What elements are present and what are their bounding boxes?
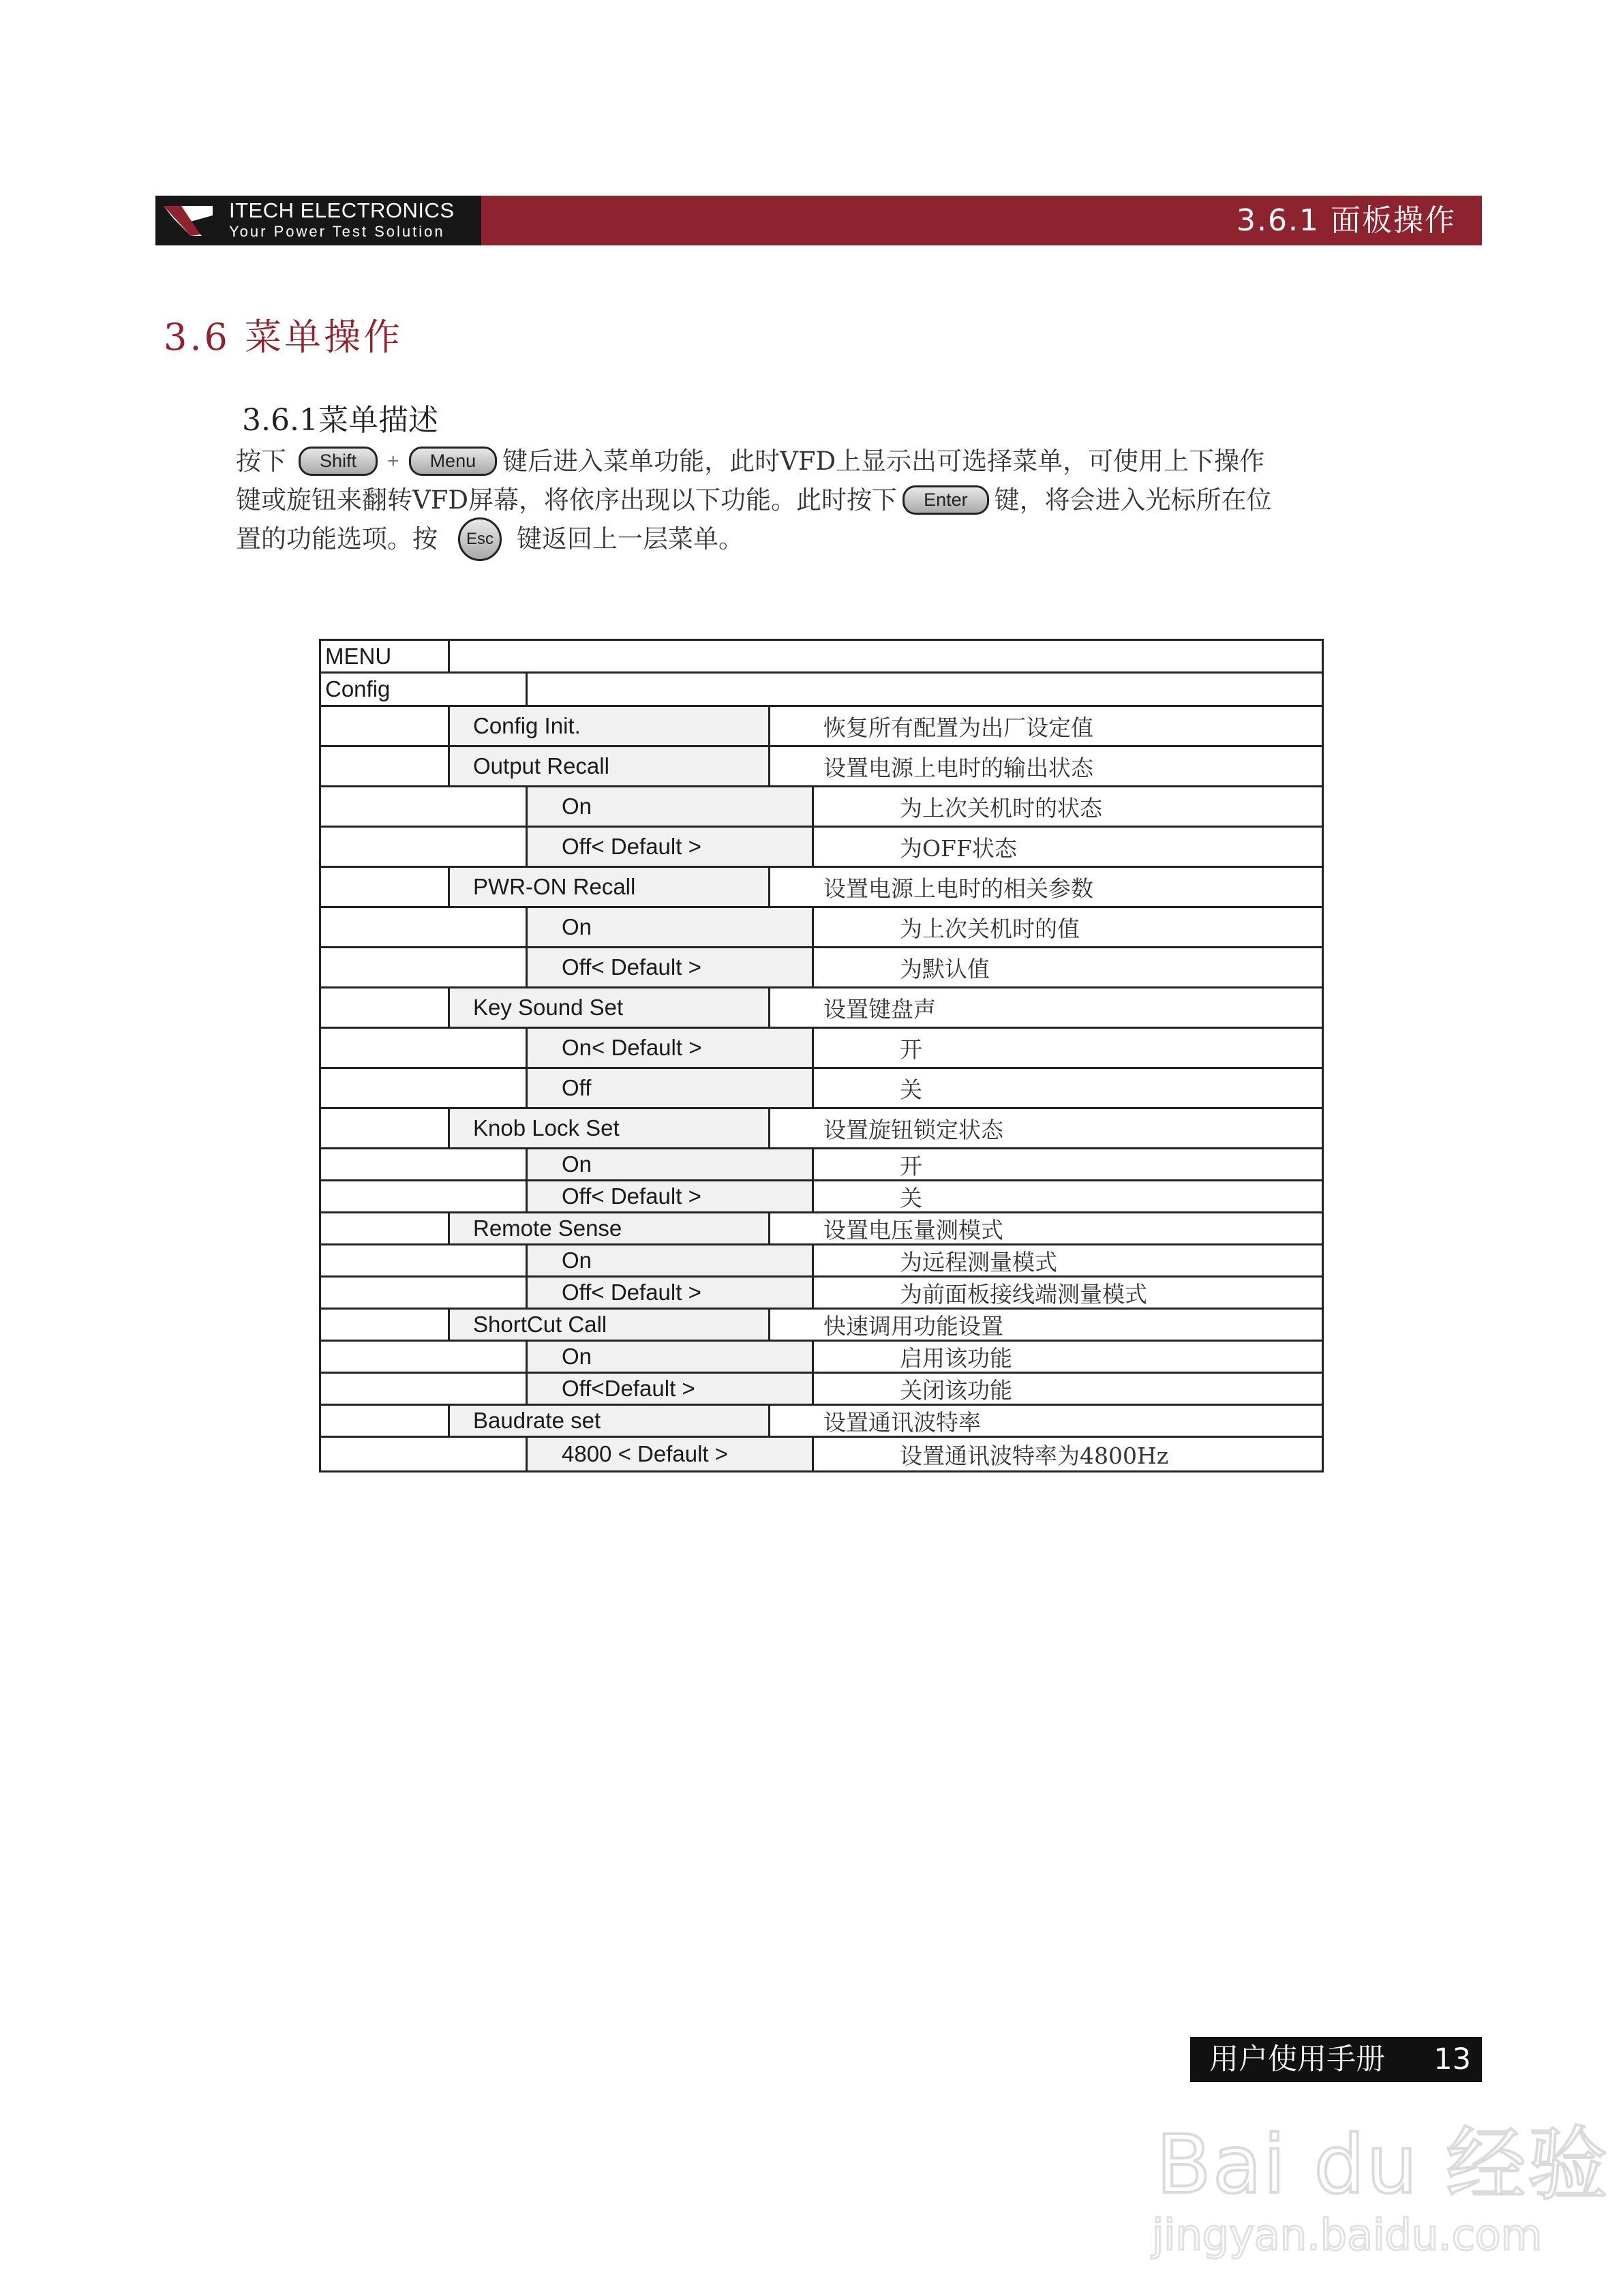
menu-indent-cell: [321, 1213, 448, 1243]
menu-indent-cell: [321, 948, 526, 986]
menu-indent-cell: [321, 1109, 448, 1147]
menu-row: [319, 1404, 1324, 1436]
menu-option: Off< Default >: [526, 1278, 812, 1308]
menu-option: Remote Sense: [448, 1213, 768, 1243]
menu-indent-cell: [321, 1310, 448, 1340]
menu-option: Off<Default >: [526, 1374, 812, 1404]
menu-option: On: [526, 908, 812, 946]
menu-indent-cell: [321, 1029, 526, 1067]
menu-option: Baudrate set: [448, 1406, 768, 1436]
menu-row: [319, 745, 1324, 785]
menu-indent-cell: [321, 1342, 526, 1372]
menu-option: On: [526, 787, 812, 826]
shift-key-icon: Shift: [299, 447, 378, 476]
menu-indent-cell: [321, 908, 526, 946]
menu-indent-cell: [321, 868, 448, 906]
menu-option: Off< Default >: [526, 1181, 812, 1211]
menu-description: 为上次关机时的值: [812, 908, 1322, 946]
menu-table: [319, 639, 1324, 1483]
menu-row: [319, 671, 1324, 705]
menu-option: On: [526, 1149, 812, 1179]
heading-menu-operation: 3.6 菜单操作: [164, 316, 404, 359]
menu-row: [319, 866, 1324, 906]
itech-logo-icon: [161, 202, 215, 239]
menu-indent-cell: [321, 988, 448, 1027]
watermark-url: jingyan.baidu.com: [1152, 2210, 1543, 2260]
menu-description: 为OFF状态: [812, 828, 1322, 866]
menu-row: [319, 1027, 1324, 1067]
menu-description: 设置键盘声: [768, 988, 1322, 1027]
esc-key-icon: Esc: [458, 517, 502, 561]
menu-description: 恢复所有配置为出厂设定值: [768, 707, 1322, 745]
menu-description: [448, 641, 1322, 671]
menu-indent-cell: [321, 787, 526, 826]
page-header: [155, 196, 1482, 245]
menu-description: 启用该功能: [812, 1342, 1322, 1372]
menu-option: Output Recall: [448, 747, 768, 785]
menu-row: [319, 1275, 1324, 1308]
menu-description: 为默认值: [812, 948, 1322, 986]
menu-option: Key Sound Set: [448, 988, 768, 1027]
menu-option: MENU: [325, 643, 392, 669]
menu-description: 设置旋钮锁定状态: [768, 1109, 1322, 1147]
menu-indent-cell: [321, 1245, 526, 1275]
menu-indent-cell: [321, 707, 448, 745]
menu-indent-cell: [321, 1438, 526, 1470]
menu-option: Off< Default >: [526, 828, 812, 866]
menu-description: 快速调用功能设置: [768, 1310, 1322, 1340]
menu-indent-cell: [321, 1069, 526, 1107]
menu-row: [319, 1067, 1324, 1107]
menu-row: [319, 1107, 1324, 1147]
menu-indent-cell: [321, 1181, 526, 1211]
menu-description: 设置通讯波特率: [768, 1406, 1322, 1436]
menu-row: [319, 826, 1324, 866]
intro-paragraph: [236, 442, 1367, 558]
paragraph-line-2: [236, 481, 1367, 519]
menu-description: 为上次关机时的状态: [812, 787, 1322, 826]
menu-option: Knob Lock Set: [448, 1109, 768, 1147]
menu-description: [526, 674, 1322, 705]
menu-option: PWR-ON Recall: [448, 868, 768, 906]
brand-block: [155, 196, 481, 245]
footer-label: [1190, 2037, 1482, 2082]
menu-option: Off: [526, 1069, 812, 1107]
menu-description: 设置电源上电时的输出状态: [768, 747, 1322, 785]
menu-indent-cell: [321, 1278, 526, 1308]
menu-description: 设置电压量测模式: [768, 1213, 1322, 1243]
text-line2-rest: 键，将会进入光标所在位: [994, 485, 1272, 515]
paragraph-line-3: [236, 519, 1367, 558]
enter-key-icon: Enter: [902, 485, 989, 515]
menu-row: [319, 906, 1324, 946]
menu-row: [319, 785, 1324, 826]
menu-option: Config: [325, 676, 391, 701]
menu-row: [319, 705, 1324, 745]
text-line2-start: 键或旋钮来翻转VFD屏幕，将依序出现以下功能。此时按下: [236, 485, 898, 515]
menu-row: [319, 1211, 1324, 1243]
menu-option: On: [526, 1342, 812, 1372]
menu-description: 关: [812, 1181, 1322, 1211]
menu-description: 设置通讯波特率为4800Hz: [812, 1438, 1322, 1470]
menu-description: 为前面板接线端测量模式: [812, 1278, 1322, 1308]
section-title: 3.6.1 面板操作: [1237, 203, 1456, 238]
menu-key-icon: Menu: [409, 447, 498, 476]
menu-option: Off< Default >: [526, 948, 812, 986]
menu-option: On< Default >: [526, 1029, 812, 1067]
menu-row: [319, 1436, 1324, 1472]
text-line3-start: 置的功能选项。按: [236, 524, 438, 554]
menu-description: 开: [812, 1029, 1322, 1067]
menu-row: [319, 946, 1324, 986]
heading-menu-description: 3.6.1菜单描述: [242, 403, 438, 438]
menu-row: [319, 1147, 1324, 1179]
menu-indent-cell: [321, 828, 526, 866]
menu-option: ShortCut Call: [448, 1310, 768, 1340]
menu-indent-cell: [321, 1406, 448, 1436]
text-press: 按下: [236, 447, 286, 476]
brand-name: ITECH ELECTRONICS: [229, 198, 455, 222]
menu-indent-cell: [321, 1149, 526, 1179]
baidu-watermark: [1152, 2100, 1609, 2263]
header-red-bar: [481, 196, 1482, 245]
menu-description: 开: [812, 1149, 1322, 1179]
menu-row: [319, 1179, 1324, 1211]
menu-option: Config Init.: [448, 707, 768, 745]
page-number: 13: [1434, 2042, 1471, 2076]
manual-title: 用户使用手册: [1209, 2042, 1385, 2076]
menu-description: 为远程测量模式: [812, 1245, 1322, 1275]
menu-row: [319, 986, 1324, 1027]
menu-option: 4800 < Default >: [526, 1438, 812, 1470]
menu-indent-cell: [321, 747, 448, 785]
watermark-logo-text: Bai du 经验: [1156, 2117, 1609, 2211]
menu-description: 关闭该功能: [812, 1374, 1322, 1404]
menu-row: [319, 1372, 1324, 1404]
menu-row: [319, 1308, 1324, 1340]
menu-description: 关: [812, 1069, 1322, 1107]
menu-option: On: [526, 1245, 812, 1275]
menu-description: 设置电源上电时的相关参数: [768, 868, 1322, 906]
menu-row: [319, 1243, 1324, 1275]
menu-row: [319, 639, 1324, 671]
menu-indent-cell: [321, 1374, 526, 1404]
plus-sign: +: [387, 450, 399, 472]
menu-row: [319, 1340, 1324, 1372]
text-line1-rest: 键后进入菜单功能，此时VFD上显示出可选择菜单，可使用上下操作: [502, 447, 1265, 476]
brand-tagline: Your Power Test Solution: [229, 223, 445, 240]
text-line3-rest: 键返回上一层菜单。: [517, 524, 744, 554]
paragraph-line-1: [236, 442, 1367, 481]
